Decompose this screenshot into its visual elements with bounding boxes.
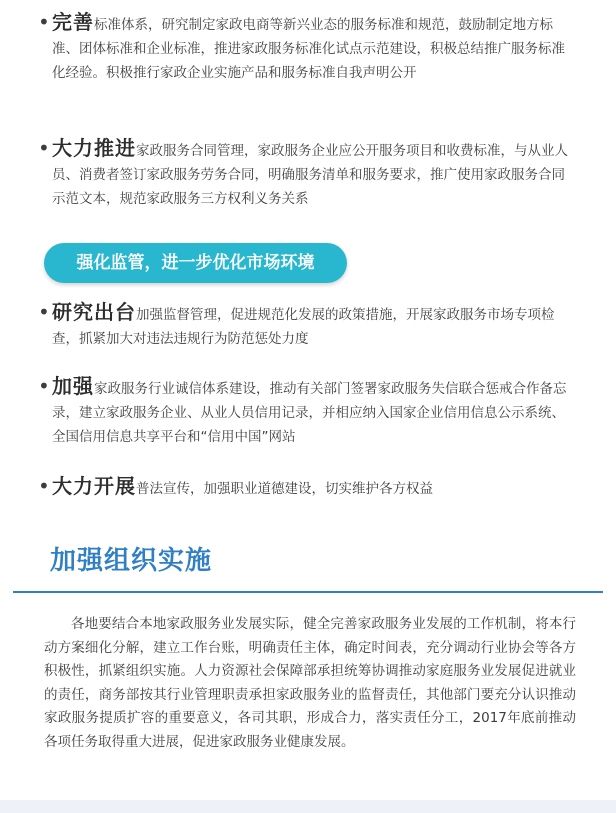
bullet-icon: • bbox=[38, 374, 50, 398]
item-body: 加强监督管理，促进规范化发展的政策措施，开展家政服务市场专项检查，抓紧加大对违法违规行为防范惩处力度 bbox=[52, 307, 555, 347]
body-paragraph: 各地要结合本地家政服务业发展实际，健全完善家政服务业发展的工作机制，将本行动方案细化分解，建立工作台账，明确责任主体，确定时间表，充分调动行业协会等各方积极性，抓紧组织实施。人力资源社会保障部承担统筹协调推动家庭服务业发展促进就业的责任，商务部按其行业管理职责承担家政服务业的监督责任，其他部门要充分认识推动家政服务提质扩容的重要意义，各司其职，形成合力，落实责任分工，2017年底前推动各项任务取得重大进展，促进家政服务业健康发展。 bbox=[44, 616, 576, 750]
item-dali-tuijin bbox=[38, 136, 568, 211]
item-body: 家政服务行业诚信体系建设，推动有关部门签署家政服务失信联合惩戒合作备忘录，建立家政服务企业、从业人员信用记录，并相应纳入国家企业信用信息公示系统、全国信用信息共享平台和“信用中国”网站 bbox=[52, 381, 567, 445]
item-text bbox=[52, 474, 568, 501]
section-pill: 强化监管，进一步优化市场环境 bbox=[44, 243, 347, 283]
bullet-icon: • bbox=[38, 10, 50, 34]
item-text bbox=[52, 136, 568, 211]
item-dali-kaizhan bbox=[38, 474, 568, 501]
item-wanshan bbox=[38, 10, 568, 85]
item-keyword: 研究出台 bbox=[52, 300, 136, 324]
item-body: 普法宣传，加强职业道德建设，切实维护各方权益 bbox=[136, 481, 433, 497]
item-body: 标准体系，研究制定家政电商等新兴业态的服务标准和规范，鼓励制定地方标准、团体标准和企业标准，推进家政服务标准化试点示范建设，积极总结推广服务标准化经验。积极推行家政企业实施产品和服务标准自我声明公开 bbox=[52, 17, 565, 81]
bullet-icon: • bbox=[38, 474, 50, 498]
bullet-icon: • bbox=[38, 136, 50, 160]
item-text bbox=[52, 300, 568, 351]
item-keyword: 大力开展 bbox=[52, 474, 136, 498]
item-keyword: 大力推进 bbox=[52, 136, 136, 160]
item-body: 家政服务合同管理，家政服务企业应公开服务项目和收费标准，与从业人员、消费者签订家政服务劳务合同，明确服务清单和服务要求，推广使用家政服务合同示范文本，规范家政服务三方权利义务关系 bbox=[52, 143, 568, 207]
bullet-icon: • bbox=[38, 300, 50, 324]
heading-divider bbox=[13, 591, 603, 593]
item-keyword: 加强 bbox=[52, 374, 94, 398]
item-yanjiu-chutai bbox=[38, 300, 568, 351]
item-text bbox=[52, 374, 568, 449]
item-keyword: 完善 bbox=[52, 10, 94, 34]
footer-band bbox=[0, 800, 616, 813]
item-jiaqiang bbox=[38, 374, 568, 449]
item-text bbox=[52, 10, 568, 85]
section-heading: 加强组织实施 bbox=[50, 546, 213, 576]
